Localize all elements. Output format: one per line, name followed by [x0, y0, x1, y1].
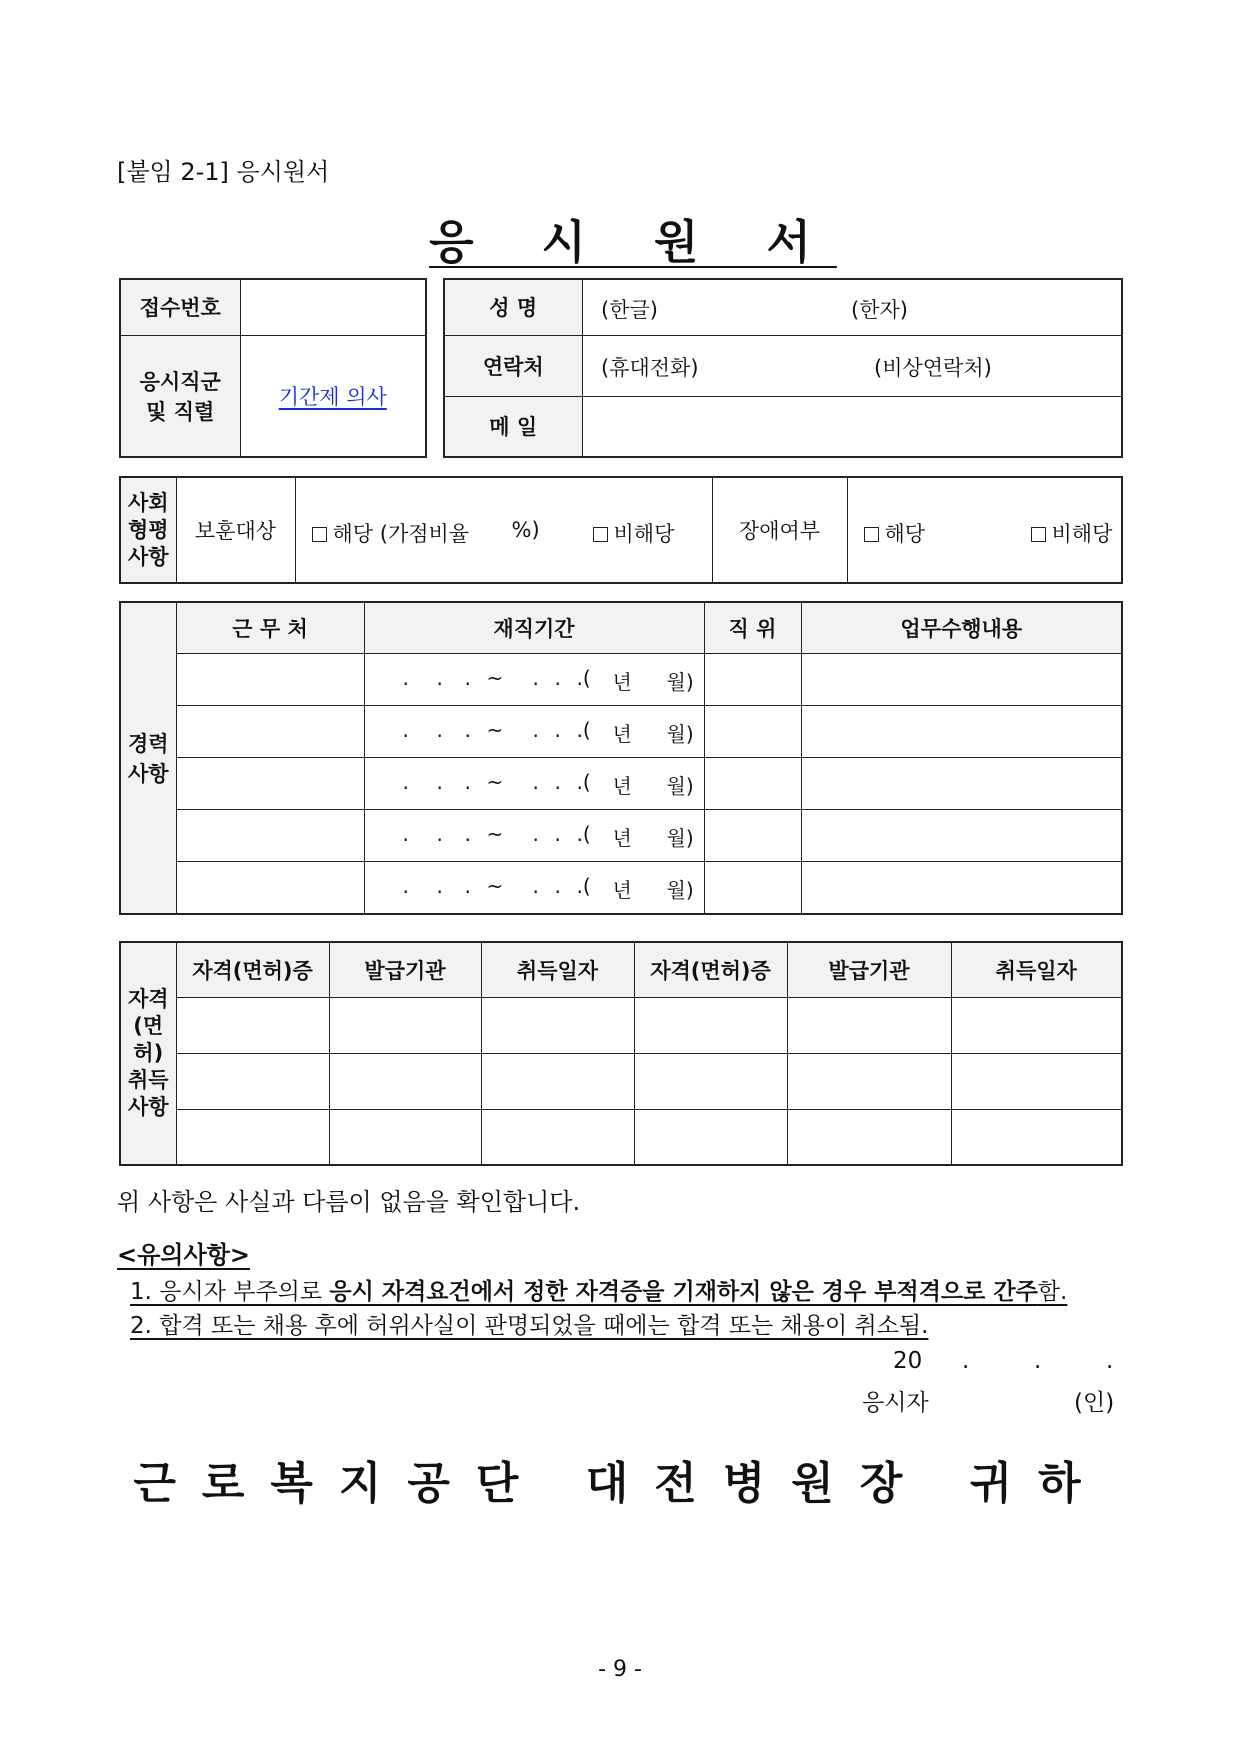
form-title: 응 시 원 서 — [429, 215, 837, 269]
license-header-name: 자격(면허)증 — [176, 942, 329, 997]
license-header-date: 취득일자 — [951, 942, 1122, 997]
license-cell[interactable] — [634, 1053, 787, 1109]
license-table — [119, 941, 1123, 1166]
veteran-applicable-option[interactable]: 해당 (가점비율 — [312, 518, 470, 548]
career-header-workplace: 근 무 처 — [176, 602, 364, 653]
date-year-prefix: 20 — [893, 1348, 923, 1374]
license-cell[interactable] — [634, 997, 787, 1053]
career-workplace-cell[interactable] — [176, 705, 364, 757]
license-cell[interactable] — [481, 997, 634, 1053]
emergency-contact-label: (비상연락처) — [874, 356, 992, 380]
career-duties-cell[interactable] — [801, 705, 1122, 757]
table-row — [120, 1053, 1122, 1109]
license-cell[interactable] — [634, 1109, 787, 1165]
license-cell[interactable] — [329, 1109, 481, 1165]
name-label: 성 명 — [444, 279, 582, 335]
job-category-label: 응시직군 및 직렬 — [120, 335, 240, 457]
veteran-label: 보훈대상 — [176, 477, 295, 583]
name-hangul-label: (한글) — [601, 298, 658, 322]
checkbox-icon[interactable] — [864, 527, 879, 542]
career-period-cell[interactable]: . . . ~ . . .( 년 월) — [364, 653, 704, 705]
receipt-table — [119, 278, 427, 458]
applicant-info-table — [443, 278, 1123, 458]
career-position-cell[interactable] — [704, 809, 801, 861]
table-row — [120, 757, 1122, 809]
veteran-not-applicable-option[interactable]: 비해당 — [593, 518, 675, 548]
license-cell[interactable] — [329, 997, 481, 1053]
career-workplace-cell[interactable] — [176, 861, 364, 914]
attachment-label: [붙임 2-1] 응시원서 — [117, 158, 330, 186]
mobile-label: (휴대전화) — [601, 356, 699, 380]
social-equity-table — [119, 476, 1123, 584]
table-row — [120, 997, 1122, 1053]
license-cell[interactable] — [481, 1053, 634, 1109]
signature-label: 응시자 — [862, 1390, 929, 1416]
disability-options — [847, 477, 1122, 583]
career-header-position: 직 위 — [704, 602, 801, 653]
career-duties-cell[interactable] — [801, 809, 1122, 861]
career-period-cell[interactable]: . . . ~ . . .( 년 월) — [364, 809, 704, 861]
license-cell[interactable] — [787, 1053, 951, 1109]
career-period-cell[interactable]: . . . ~ . . .( 년 월) — [364, 861, 704, 914]
date-dot: . — [962, 1348, 970, 1374]
name-hanja-label: (한자) — [851, 298, 908, 322]
license-cell[interactable] — [176, 1053, 329, 1109]
checkbox-icon[interactable] — [312, 527, 327, 542]
career-duties-cell[interactable] — [801, 757, 1122, 809]
license-header-name: 자격(면허)증 — [634, 942, 787, 997]
table-row — [120, 861, 1122, 914]
contact-field[interactable] — [582, 335, 1122, 396]
receipt-number-field[interactable] — [240, 279, 426, 335]
license-header-issuer: 발급기관 — [329, 942, 481, 997]
job-category-field[interactable] — [240, 335, 426, 457]
license-header-date: 취득일자 — [481, 942, 634, 997]
disability-not-applicable-option[interactable]: 비해당 — [1031, 518, 1113, 548]
license-cell[interactable] — [176, 1109, 329, 1165]
confirmation-statement: 위 사항은 사실과 다름이 없음을 확인합니다. — [117, 1188, 581, 1216]
seal-label: (인) — [1074, 1390, 1115, 1416]
checkbox-icon[interactable] — [1031, 527, 1046, 542]
email-field[interactable] — [582, 396, 1122, 457]
license-cell[interactable] — [787, 997, 951, 1053]
license-cell[interactable] — [787, 1109, 951, 1165]
notice-item-2: 2. 합격 또는 채용 후에 허위사실이 판명되었을 때에는 합격 또는 채용이 취소됨. — [130, 1313, 929, 1339]
career-duties-cell[interactable] — [801, 653, 1122, 705]
percent-label: %) — [511, 518, 540, 542]
license-cell[interactable] — [176, 997, 329, 1053]
date-dot: . — [1034, 1348, 1042, 1374]
date-dot: . — [1106, 1348, 1114, 1374]
table-row — [120, 705, 1122, 757]
checkbox-icon[interactable] — [593, 527, 608, 542]
disability-label: 장애여부 — [712, 477, 847, 583]
recipient-line: 근로복지공단 대전병원장 귀하 — [133, 1458, 1107, 1509]
job-category-link[interactable]: 기간제 의사 — [278, 384, 387, 409]
career-workplace-cell[interactable] — [176, 757, 364, 809]
career-table — [119, 601, 1123, 915]
social-equity-label: 사회 형평 사항 — [120, 477, 176, 583]
disability-applicable-option[interactable]: 해당 — [864, 518, 926, 548]
email-label: 메 일 — [444, 396, 582, 457]
career-duties-cell[interactable] — [801, 861, 1122, 914]
license-section-label: 자격 (면허) 취득 사항 — [120, 942, 176, 1165]
career-section-label: 경력 사항 — [120, 602, 176, 914]
license-cell[interactable] — [951, 997, 1122, 1053]
name-field[interactable] — [582, 279, 1122, 335]
career-position-cell[interactable] — [704, 653, 801, 705]
career-position-cell[interactable] — [704, 705, 801, 757]
license-header-issuer: 발급기관 — [787, 942, 951, 997]
notice-item-1: 1. 응시자 부주의로 응시 자격요건에서 정한 자격증을 기재하지 않은 경우 부적격으로 간주함. — [130, 1279, 1068, 1305]
career-header-period: 재직기간 — [364, 602, 704, 653]
table-row — [120, 653, 1122, 705]
license-cell[interactable] — [951, 1109, 1122, 1165]
notice-heading: <유의사항> — [117, 1241, 250, 1269]
receipt-number-label: 접수번호 — [120, 279, 240, 335]
table-row — [120, 809, 1122, 861]
contact-label: 연락처 — [444, 335, 582, 396]
career-header-duties: 업무수행내용 — [801, 602, 1122, 653]
page-number: - 9 - — [598, 1657, 642, 1682]
career-workplace-cell[interactable] — [176, 653, 364, 705]
career-position-cell[interactable] — [704, 861, 801, 914]
license-cell[interactable] — [329, 1053, 481, 1109]
career-workplace-cell[interactable] — [176, 809, 364, 861]
career-position-cell[interactable] — [704, 757, 801, 809]
career-period-cell[interactable]: . . . ~ . . .( 년 월) — [364, 757, 704, 809]
veteran-options — [295, 477, 712, 583]
table-row — [120, 1109, 1122, 1165]
career-period-cell[interactable]: . . . ~ . . .( 년 월) — [364, 705, 704, 757]
license-cell[interactable] — [481, 1109, 634, 1165]
license-cell[interactable] — [951, 1053, 1122, 1109]
